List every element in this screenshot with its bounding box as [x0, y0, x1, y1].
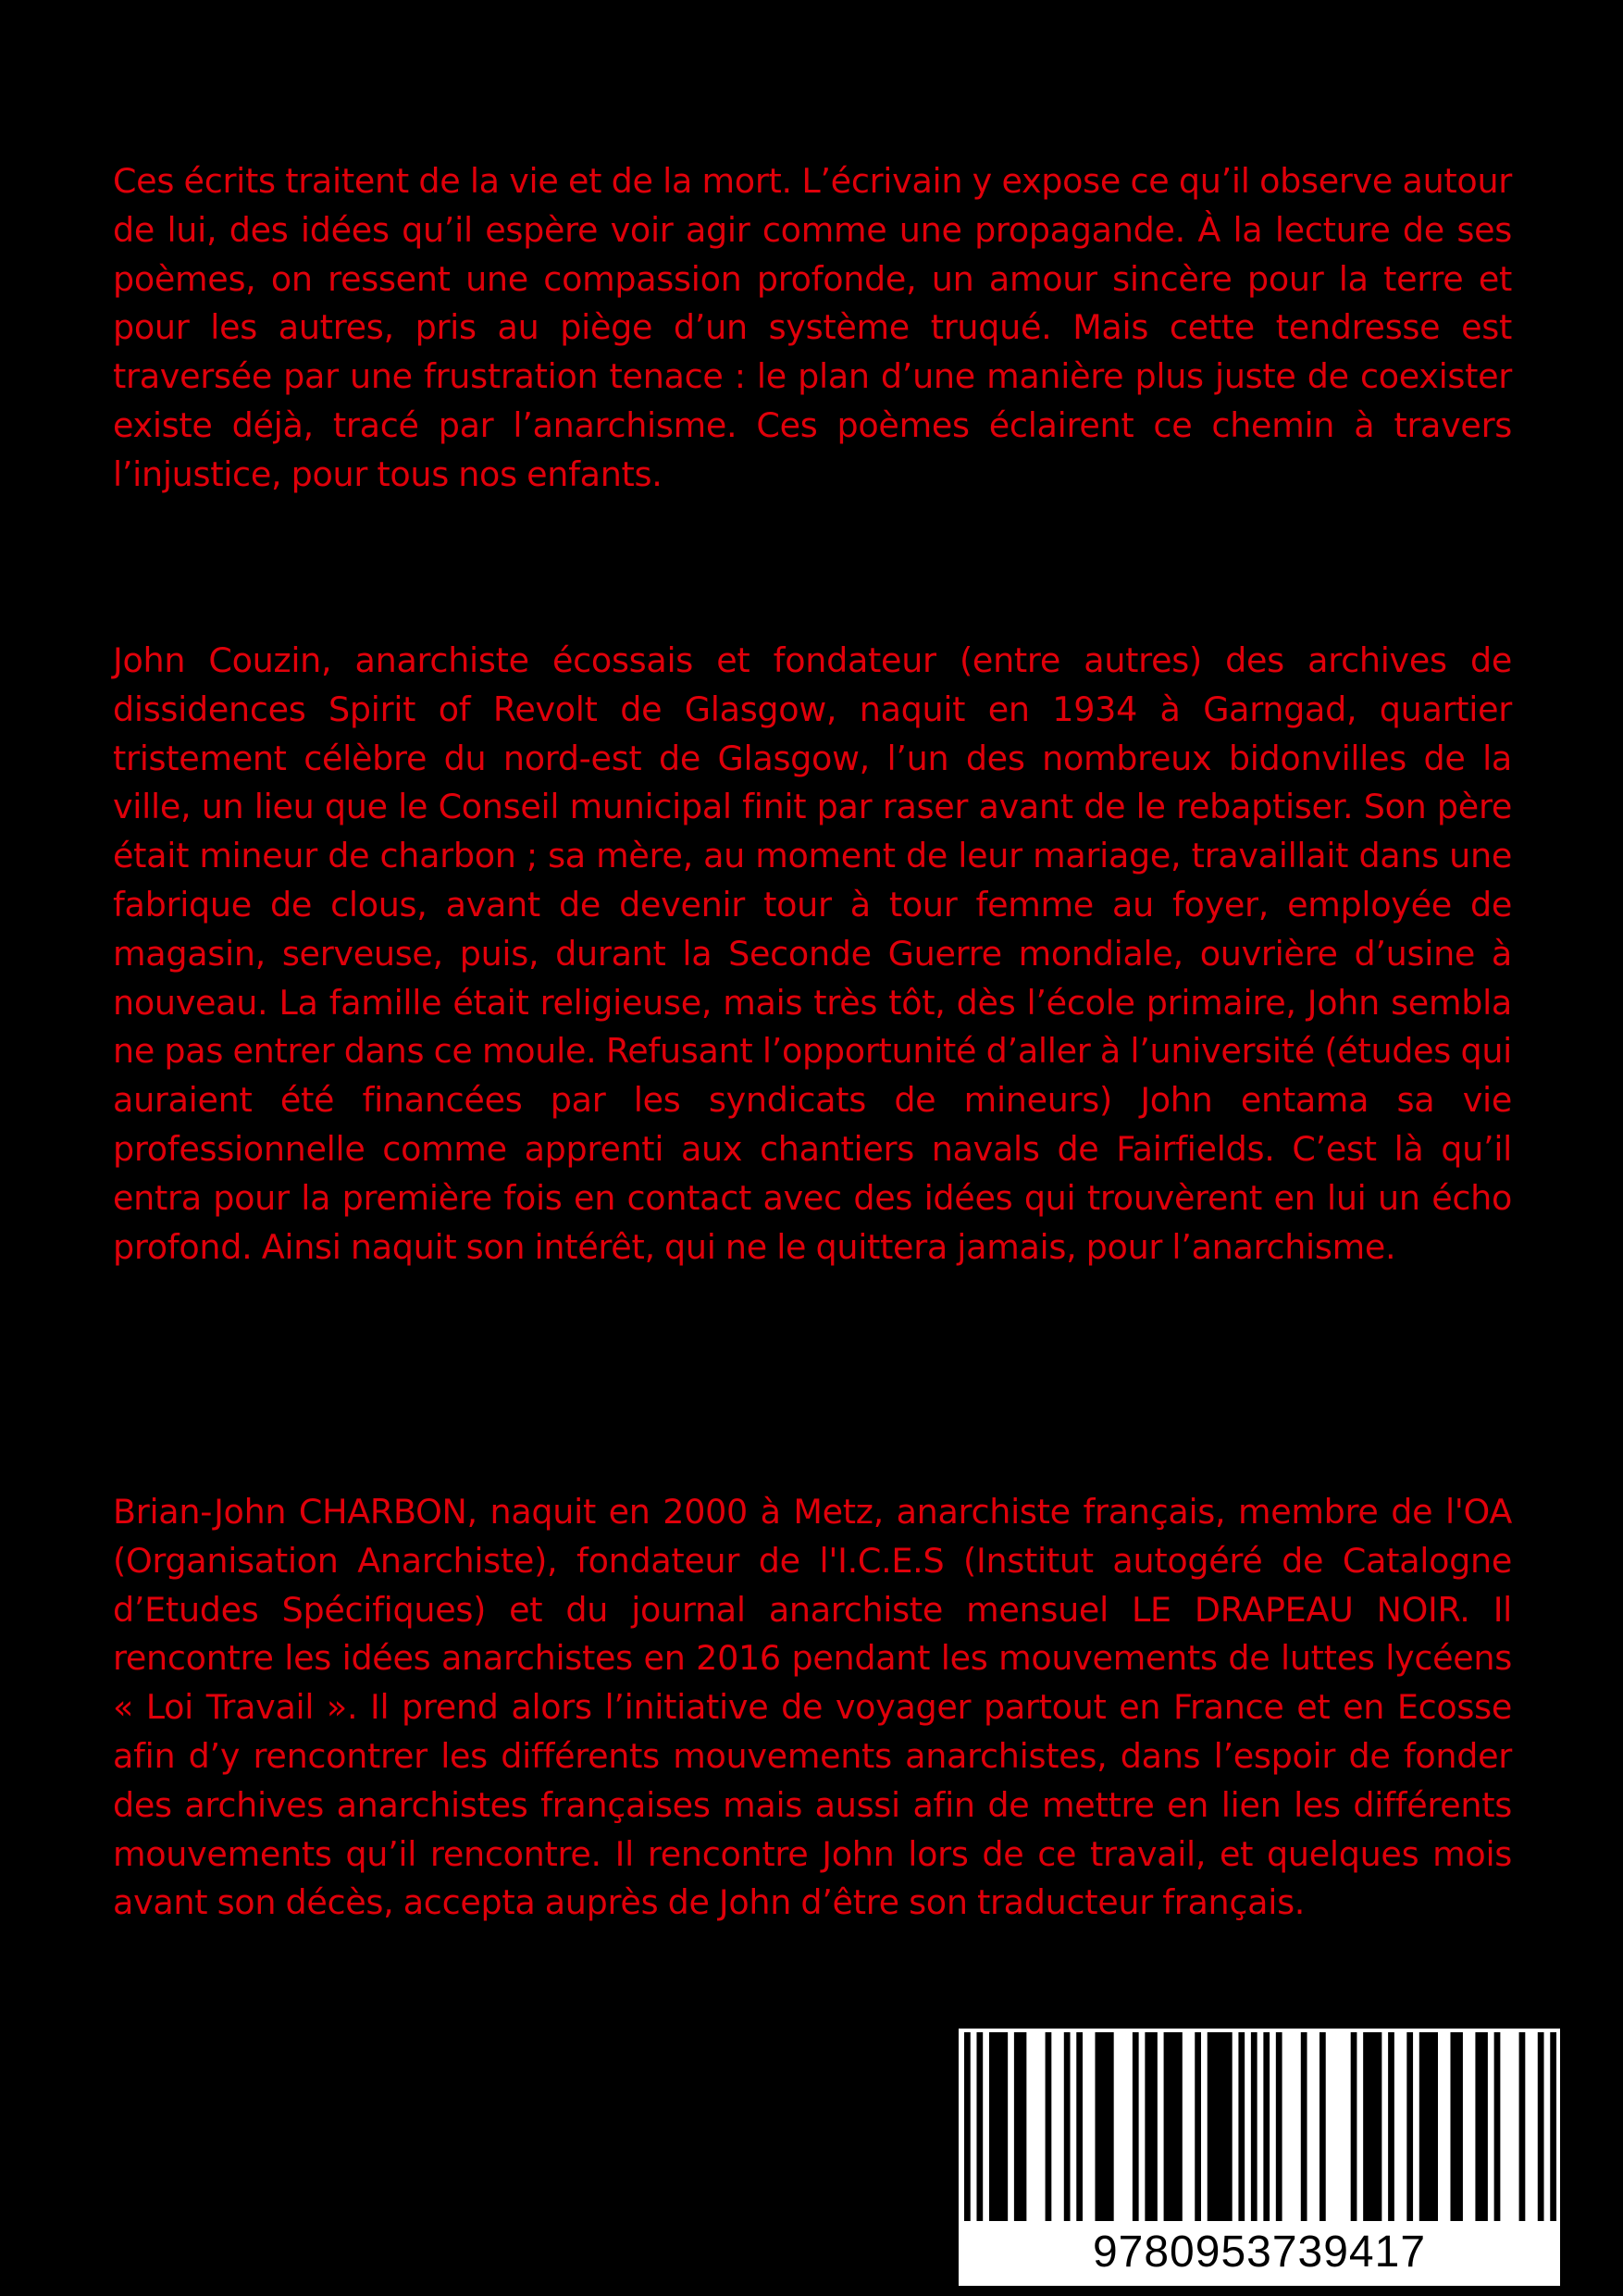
barcode-bar	[1301, 2032, 1307, 2221]
barcode-bar	[1164, 2032, 1183, 2221]
barcode-bar	[1538, 2032, 1544, 2221]
barcode-bar	[1076, 2032, 1083, 2221]
barcode-bar	[1363, 2032, 1381, 2221]
barcode-bar	[989, 2032, 1008, 2221]
barcode-bar	[1475, 2032, 1487, 2221]
barcode-bar	[1195, 2032, 1201, 2221]
barcode-bar	[1133, 2032, 1139, 2221]
barcode-bar	[1406, 2032, 1413, 2221]
barcode-bar	[1276, 2032, 1282, 2221]
barcode-bar	[1419, 2032, 1438, 2221]
summary-paragraph: Ces écrits traitent de la vie et de la mort. L’écrivain y expose ce qu’il observe autour de lui, des idées qu’il espère voir agir comme une propagande. À la lecture de ses poèmes, on ressent une compassion profonde, un amour sincère pour la terre et pour les autres, pris au piège d’un système truqué. Mais cette tendresse est traversée par une frustration tenace : le plan d’une manière plus juste de coexister existe déjà, tracé par l’anarchisme. Ces poèmes éclairent ce chemin à travers l’injustice, pour tous nos enfants.	[113, 161, 1512, 494]
barcode-bar	[1208, 2032, 1233, 2221]
barcode-bar	[1351, 2032, 1357, 2221]
translator-bio-paragraph: Brian-John CHARBON, naquit en 2000 à Metz, anarchiste français, membre de l'OA (Organisation Anarchiste), fondateur de l'I.C.E.S (Institut autogéré de Catalogne d’Etudes Spécifiques) et du journal anarchiste mensuel LE DRAPEAU NOIR. Il rencontre les idées anarchistes en 2016 pendant les mouvements de luttes lycéens « Loi Travail ». Il prend alors l’initiative de voyager partout en France et en Ecosse afin d’y rencontrer les différents mouvements anarchistes, dans l’espoir de fonder des archives anarchistes françaises mais aussi afin de mettre en lien les différents mouvements qu’il rencontre. Il rencontre John lors de ce travail, et quelques mois avant son décès, accepta auprès de John d’être son traducteur français.	[113, 1492, 1512, 1923]
author-bio-paragraph: John Couzin, anarchiste écossais et fondateur (entre autres) des archives de dissidences Spirit of Revolt de Glasgow, naquit en 1934 à Garngad, quartier tristement célèbre du nord-est de Glasgow, l’un des nombreux bidonvilles de la ville, un lieu que le Conseil municipal finit par raser avant de le rebaptiser. Son père était mineur de charbon ; sa mère, au moment de leur mariage, travaillait dans une fabrique de clous, avant de devenir tour à tour femme au foyer, employée de magasin, serveuse, puis, durant la Seconde Guerre mondiale, ouvrière d’usine à nouveau. La famille était religieuse, mais très tôt, dès l’école primaire, John sembla ne pas entrer dans ce moule. Refusant l’opportunité d’aller à l’université (études qui auraient été financées par les syndicats de mineurs) John entama sa vie professionnelle comme apprenti aux chantiers navals de Fairfields. C’est là qu’il entra pour la première fois en contact avec des idées qui trouvèrent en lui un écho profond. Ainsi naquit son intérêt, qui ne le quittera jamais, pour l’anarchisme.	[113, 640, 1512, 1267]
barcode-bar	[1450, 2032, 1462, 2221]
barcode-bar	[1319, 2032, 1326, 2221]
barcode-bar	[1388, 2032, 1394, 2221]
barcode-digits: 9780953739417	[1092, 2228, 1427, 2277]
barcode-bar	[1494, 2032, 1501, 2221]
barcode-bar	[1145, 2032, 1157, 2221]
barcode-bar	[1046, 2032, 1052, 2221]
barcode-bar	[1550, 2032, 1556, 2221]
barcode-bar	[1014, 2032, 1026, 2221]
barcode-bar	[1238, 2032, 1245, 2221]
barcode-bar	[976, 2032, 983, 2221]
barcode-bar	[964, 2032, 971, 2221]
barcode-bar	[1251, 2032, 1258, 2221]
barcode-bar	[1064, 2032, 1071, 2221]
barcode-bar	[1519, 2032, 1526, 2221]
barcode-bars	[964, 2032, 1556, 2221]
barcode-bar	[1095, 2032, 1113, 2221]
barcode-bar	[1263, 2032, 1270, 2221]
